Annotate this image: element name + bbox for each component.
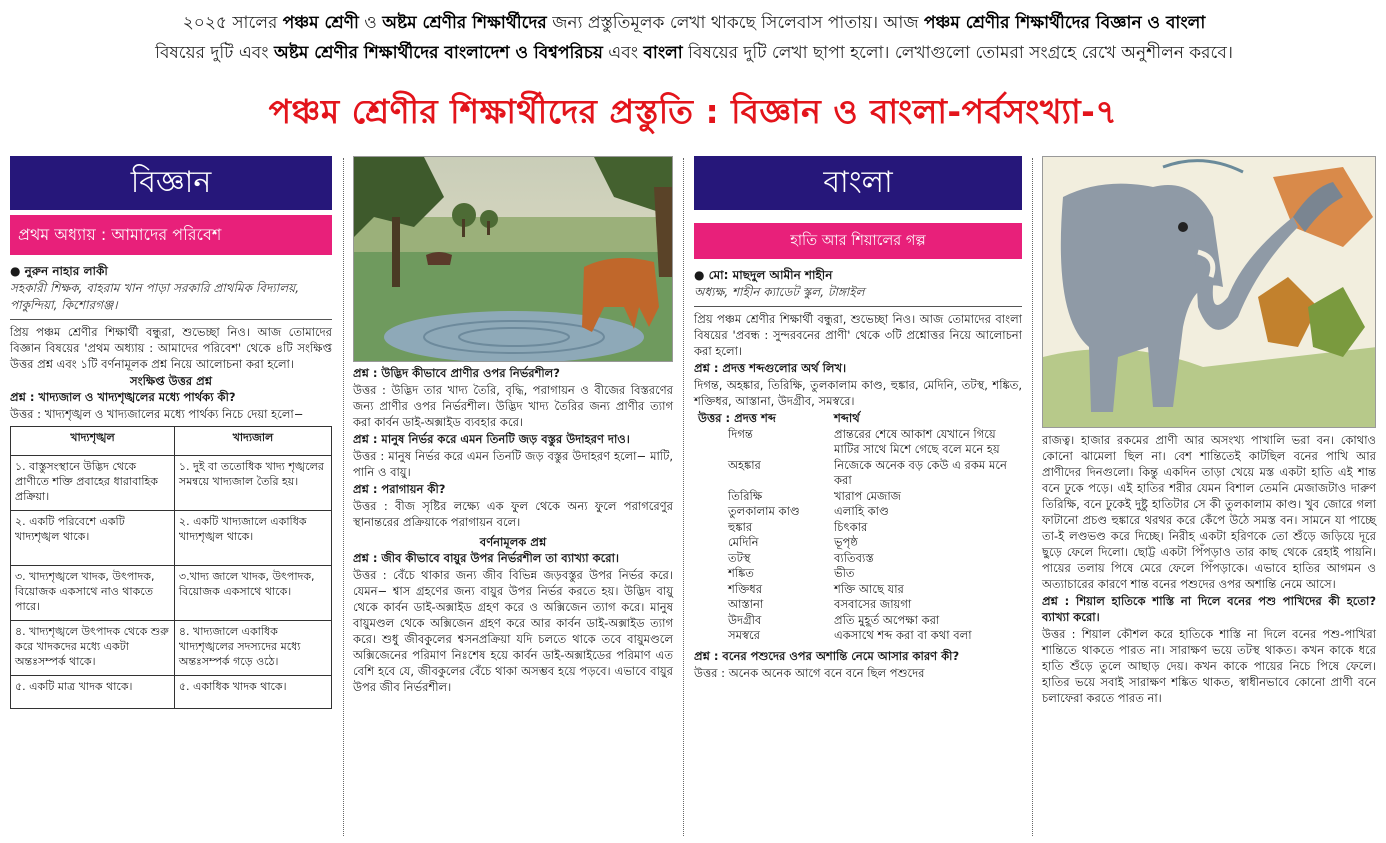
chapter-title: প্রথম অধ্যায় : আমাদের পরিবেশ bbox=[10, 215, 332, 255]
story-title: হাতি আর শিয়ালের গল্প bbox=[694, 223, 1022, 259]
author-name: ● নুরুন নাহার লাকী bbox=[10, 264, 108, 278]
comparison-table bbox=[10, 426, 332, 709]
table-header: শব্দার্থ bbox=[834, 411, 860, 425]
table-row bbox=[694, 597, 1022, 613]
elephant-image bbox=[1043, 157, 1376, 427]
author-name: ● মো: মাছদুল আমীন শাহীন bbox=[694, 268, 833, 282]
section-heading: বর্ণনামূলক প্রশ্ন bbox=[479, 535, 547, 549]
table-cell: ৫. একাধিক খাদক থাকে। bbox=[174, 676, 331, 709]
word-cell: সমস্বরে bbox=[728, 628, 760, 642]
table-cell: ৩.খাদ্য জালে খাদক, উৎপাদক, বিয়োজক একসাথে থাকে। bbox=[174, 566, 331, 621]
answer: উত্তর : খাদ্যশৃঙ্খল ও খাদ্যজালের মধ্যে পার্থক্য নিচে দেয়া হলো− bbox=[10, 407, 304, 421]
intro-text bbox=[14, 8, 1374, 68]
question: প্রশ্ন : শিয়াল হাতিকে শাস্তি না দিলে বনের পশু পাখিদের কী হতো? ব্যাখ্যা করো। bbox=[1042, 594, 1376, 624]
table-header: উত্তর : প্রদত্ত শব্দ bbox=[698, 411, 776, 425]
table-row bbox=[694, 427, 1022, 458]
meaning-cell: নিজেকে অনেক বড় কেউ এ রকম মনে করা bbox=[834, 457, 1007, 487]
author-block bbox=[10, 263, 332, 314]
table-row bbox=[694, 504, 1022, 520]
answer: উত্তর : বেঁচে থাকার জন্য জীব বিভিন্ন জড়বস্তুর উপর নির্ভর করে। যেমন− শ্বাস গ্রহণের জন্য বায়ুর উপর নির্ভর করতে হয়। উদ্ভিদ বায়ু থেকে কার্বন ডাই-অক্সাইড গ্রহণ করে ও অক্সিজেন ত্যাগ করে। মানুষ বায়ুমণ্ডল থেকে অক্সিজেন গ্রহণ করে আর কার্বন ডাই-অক্সাইড ত্যাগ করে। শুধু জীবকুলের শ্বসনপ্রক্রিয়া যদি চলতে থাকে তবে বায়ুমণ্ডলে অক্সিজেনের পরিমাণ নিঃশেষ হয়ে কার্বন ডাই-অক্সাইডের পরিমাণ এত বেশি হবে যে, জীবকুলের বেঁচে থাকা অসম্ভব হয়ে পড়বে। এভাবে বায়ুর উপর জীব নির্ভরশীল। bbox=[353, 568, 673, 694]
table-row bbox=[11, 511, 332, 566]
word-cell: শঙ্কিত bbox=[728, 566, 754, 580]
word-cell: মেদিনি bbox=[728, 535, 759, 549]
meaning-cell: বসবাসের জায়গা bbox=[834, 597, 912, 611]
divider bbox=[10, 319, 332, 320]
table-header: খাদ্যজাল bbox=[174, 427, 331, 456]
question: প্রশ্ন : জীব কীভাবে বায়ুর উপর নির্ভরশীল তা ব্যাখ্যা করো। bbox=[353, 551, 620, 565]
author-designation: অধ্যক্ষ, শাহীন ক্যাডেট স্কুল, টাঙ্গাইল bbox=[694, 285, 865, 299]
page-headline: পঞ্চম শ্রেণীর শিক্ষার্থীদের প্রস্তুতি : বিজ্ঞান ও বাংলা-পর্বসংখ্যা-৭ bbox=[268, 92, 1118, 131]
author-designation: সহকারী শিক্ষক, বাহরাম খান পাড়া সরকারি প্রাথমিক বিদ্যালয়, পাকুন্দিয়া, কিশোরগঞ্জ। bbox=[10, 281, 300, 312]
word-meaning-table bbox=[694, 411, 1022, 644]
table-cell: ৫. একটি মাত্র খাদক থাকে। bbox=[11, 676, 175, 709]
story-continued: রাজত্ব। হাজার রকমের প্রাণী আর অসংখ্য পাখালি ভরা বন। কোথাও কোনো ঝামেলা ছিল না। বেশ শান্তিতেই কাটছিল বনের পাখি আর প্রাণীদের দিনগুলো। কিন্তু একদিন তাড়া খেয়ে মস্ত একটা হাতি এই শান্ত বনে ঢুকে পড়ে। এই হাতির শরীর যেমন বিশাল তেমনি মেজাজটাও দারুণ তিরিক্ষি, বনে ঢুকেই দুষ্টু হাতিটার সে কী তুলকালাম কাণ্ড। খুব জোরে গলা ফাটানো প্রচণ্ড হুঙ্কারে থরথর করে কেঁপে উঠে সমস্ত বন। সামনে যা পাচ্ছে তা-ই লণ্ডভণ্ড করে দিচ্ছে। নিরীহ একটা হরিণকে তো শুঁড়ে জড়িয়ে দূরে ছুড়ে ফেলে দিলো। ছোট্ট একটা পিঁপড়াও তার কাছ থেকে রেহাই পায়নি। পায়ের তলায় পিষে মেরে ফেলে পিঁপড়াকে। এভাবে হাতির আগমন ও অত্যাচারের কারণে শান্ত বনের পশুদের ওপর অশান্তি নেমে আসে। bbox=[1042, 433, 1376, 591]
question: প্রশ্ন : বনের পশুদের ওপর অশান্তি নেমে আসার কারণ কী? bbox=[694, 648, 960, 663]
meaning-cell: প্রতি মুহূর্ত অপেক্ষা করা bbox=[834, 612, 940, 627]
bangla-column bbox=[694, 156, 1022, 682]
column-divider bbox=[343, 158, 344, 836]
intro-paragraph: প্রিয় পঞ্চম শ্রেণীর শিক্ষার্থী বন্ধুরা, শুভেচ্ছা নিও। আজ তোমাদের বাংলা বিষয়ের 'প্রবন্ধ : সুন্দরবনের প্রাণী' থেকে ৩টি প্রশ্নোত্তর নিয়ে আলোচনা করা হলো। bbox=[694, 312, 1022, 358]
table-row bbox=[694, 535, 1022, 551]
table-row bbox=[694, 489, 1022, 505]
answer: উত্তর : শিয়াল কৌশল করে হাতিকে শাস্তি না দিলে বনের পশু-পাখিরা শান্তিতে থাকতে পারত না। সারাক্ষণ ভয়ে তটস্থ থাকত। কখন কাকে ধরে হাতি শুঁড়ে তুলে আছাড় দেয়। কখন কাকে পায়ের নিচে পিষে ফেলে। হাতির ভয়ে সবাই সারাক্ষণ শঙ্কিত থাকত, স্বাধীনভাবে কোনো প্রাণী বনে চলাফেরা করতে পারত না। bbox=[1042, 627, 1376, 705]
table-cell: ৩. খাদ্যশৃঙ্খলে খাদক, উৎপাদক, বিয়োজক একসাথে নাও থাকতে পারে। bbox=[11, 566, 175, 621]
question: প্রশ্ন : পরাগায়ন কী? bbox=[353, 482, 446, 496]
table-cell: ২. একটি খাদ্যজালে একাধিক খাদ্যশৃঙ্খল থাকে। bbox=[174, 511, 331, 566]
meaning-cell: খারাপ মেজাজ bbox=[834, 488, 901, 503]
table-cell: ২. একটি পরিবেশে একটি খাদ্যশৃঙ্খল থাকে। bbox=[11, 511, 175, 566]
word-cell: তিরিক্ষি bbox=[728, 488, 763, 503]
section-heading: সংক্ষিপ্ত উত্তর প্রশ্ন bbox=[130, 374, 212, 388]
word-cell: তুলকালাম কাণ্ড bbox=[728, 504, 800, 518]
word-cell: উদগ্রীব bbox=[728, 612, 762, 627]
bangla-banner: বাংলা bbox=[694, 156, 1022, 210]
table-row bbox=[694, 613, 1022, 629]
answer: উত্তর : বীজ সৃষ্টির লক্ষ্যে এক ফুল থেকে অন্য ফুলে পরাগরেণুর স্থানান্তরের প্রক্রিয়াকে পরাগায়ন বলে। bbox=[353, 499, 673, 529]
table-row bbox=[694, 551, 1022, 567]
table-cell: ১. দুই বা ততোধিক খাদ্য শৃঙ্খলের সমন্বয়ে খাদ্যজাল তৈরি হয়। bbox=[174, 456, 331, 511]
question: প্রশ্ন : প্রদত্ত শব্দগুলোর অর্থ লিখ। bbox=[694, 361, 847, 375]
word-cell: অহঙ্কার bbox=[728, 457, 761, 472]
meaning-cell: ভীত bbox=[834, 566, 855, 580]
word-cell: তটস্থ bbox=[728, 550, 751, 565]
meaning-cell: প্রান্তরের শেষে আকাশ যেখানে গিয়ে মাটির সাথে মিশে গেছে বলে মনে হয় bbox=[834, 426, 1000, 456]
table-row bbox=[11, 456, 332, 511]
table-header: খাদ্যশৃঙ্খল bbox=[11, 427, 175, 456]
meaning-cell: ব্যতিব্যস্ত bbox=[834, 550, 874, 565]
intro-line-2: বিষয়ের দুটি এবং অষ্টম শ্রেণীর শিক্ষার্থীদের বাংলাদেশ ও বিশ্বপরিচয় এবং বাংলা বিষয়ের দুটি লেখা ছাপা হলো। লেখাগুলো তোমরা সংগ্রহে রেখে অনুশীলন করবে। bbox=[155, 43, 1233, 63]
meaning-cell: একসাথে শব্দ করা বা কথা বলা bbox=[834, 628, 972, 642]
meaning-cell: শক্তি আছে যার bbox=[834, 581, 904, 596]
bangla-column-2 bbox=[1042, 156, 1376, 707]
column-divider bbox=[1032, 158, 1033, 836]
table-cell: ৪. খাদ্যজালে একাধিক খাদ্যশৃঙ্খলের সদস্যদের মধ্যে অন্তঃসম্পর্ক গড়ে ওঠে। bbox=[174, 621, 331, 676]
science-banner: বিজ্ঞান bbox=[10, 156, 332, 210]
column-divider bbox=[683, 158, 684, 836]
word-cell: আস্তানা bbox=[728, 597, 764, 611]
word-cell: দিগন্ত bbox=[728, 426, 753, 441]
meaning-cell: ভূপৃষ্ঠ bbox=[834, 535, 858, 549]
cow-drinking-image bbox=[354, 157, 673, 361]
table-row bbox=[11, 621, 332, 676]
science-column bbox=[10, 156, 332, 709]
answer: উত্তর : উদ্ভিদ তার খাদ্য তৈরি, বৃদ্ধি, পরাগায়ন ও বীজের বিস্তরণের জন্য প্রাণীর ওপর নির্ভরশীল। উদ্ভিদ খাদ্য তৈরির জন্য প্রাণীর ত্যাগ করা কার্বন ডাই-অক্সাইড ব্যবহার করে। bbox=[353, 383, 673, 429]
science-column-2 bbox=[353, 156, 673, 696]
word-cell: হুঙ্কার bbox=[728, 519, 753, 534]
table-row bbox=[694, 628, 1022, 644]
cow-drinking-illustration bbox=[353, 156, 673, 362]
meaning-cell: চিৎকার bbox=[834, 519, 868, 534]
table-cell: ১. বাস্তুসংস্থানে উদ্ভিদ থেকে প্রাণীতে শক্তি প্রবাহের ধারাবাহিক প্রক্রিয়া। bbox=[11, 456, 175, 511]
question: প্রশ্ন : খাদ্যজাল ও খাদ্যশৃঙ্খলের মধ্যে পার্থক্য কী? bbox=[10, 390, 236, 404]
answer: উত্তর : অনেক অনেক আগে বনে বনে ছিল পশুদের bbox=[694, 665, 925, 680]
table-row bbox=[11, 676, 332, 709]
meaning-cell: এলাহি কাণ্ড bbox=[834, 504, 889, 518]
table-row bbox=[694, 520, 1022, 536]
table-cell: ৪. খাদ্যশৃঙ্খলে উৎপাদক থেকে শুরু করে খাদকদের মধ্যে একটা অন্তঃসম্পর্ক থাকে। bbox=[11, 621, 175, 676]
intro-paragraph: প্রিয় পঞ্চম শ্রেণীর শিক্ষার্থী বন্ধুরা, শুভেচ্ছা নিও। আজ তোমাদের বিজ্ঞান বিষয়ের 'প্রথম অধ্যায় : আমাদের পরিবেশ' থেকে ৪টি সংক্ষিপ্ত উত্তর প্রশ্ন এবং ১টি বর্ণনামূলক প্রশ্ন নিয়ে আলোচনা করা হলো। bbox=[10, 325, 332, 371]
intro-line-1: ২০২৫ সালের পঞ্চম শ্রেণী ও অষ্টম শ্রেণীর শিক্ষার্থীদের জন্য প্রস্তুতিমূলক লেখা থাকছে সিলেবাস পাতায়। আজ পঞ্চম শ্রেণীর শিক্ষার্থীদের বিজ্ঞান ও বাংলা bbox=[182, 13, 1206, 33]
table-row bbox=[694, 458, 1022, 489]
author-block bbox=[694, 267, 1022, 301]
table-row bbox=[11, 566, 332, 621]
answer: উত্তর : মানুষ নির্ভর করে এমন তিনটি জড় বস্তুর উদাহরণ হলো− মাটি, পানি ও বায়ু। bbox=[353, 449, 673, 479]
table-row bbox=[694, 582, 1022, 598]
table-row bbox=[694, 566, 1022, 582]
question: প্রশ্ন : মানুষ নির্ভর করে এমন তিনটি জড় বস্তুর উদাহরণ দাও। bbox=[353, 432, 630, 446]
word-list: দিগন্ত, অহঙ্কার, তিরিক্ষি, তুলকালাম কাণ্ড, হুঙ্কার, মেদিনি, তটস্থ, শঙ্কিত, শক্তিধর, আস্তানা, উদগ্রীব, সমস্বরে। bbox=[694, 378, 1022, 408]
question: প্রশ্ন : উদ্ভিদ কীভাবে প্রাণীর ওপর নির্ভরশীল? bbox=[353, 366, 560, 380]
elephant-illustration bbox=[1042, 156, 1376, 428]
word-cell: শক্তিধর bbox=[728, 581, 763, 596]
divider bbox=[694, 306, 1022, 307]
